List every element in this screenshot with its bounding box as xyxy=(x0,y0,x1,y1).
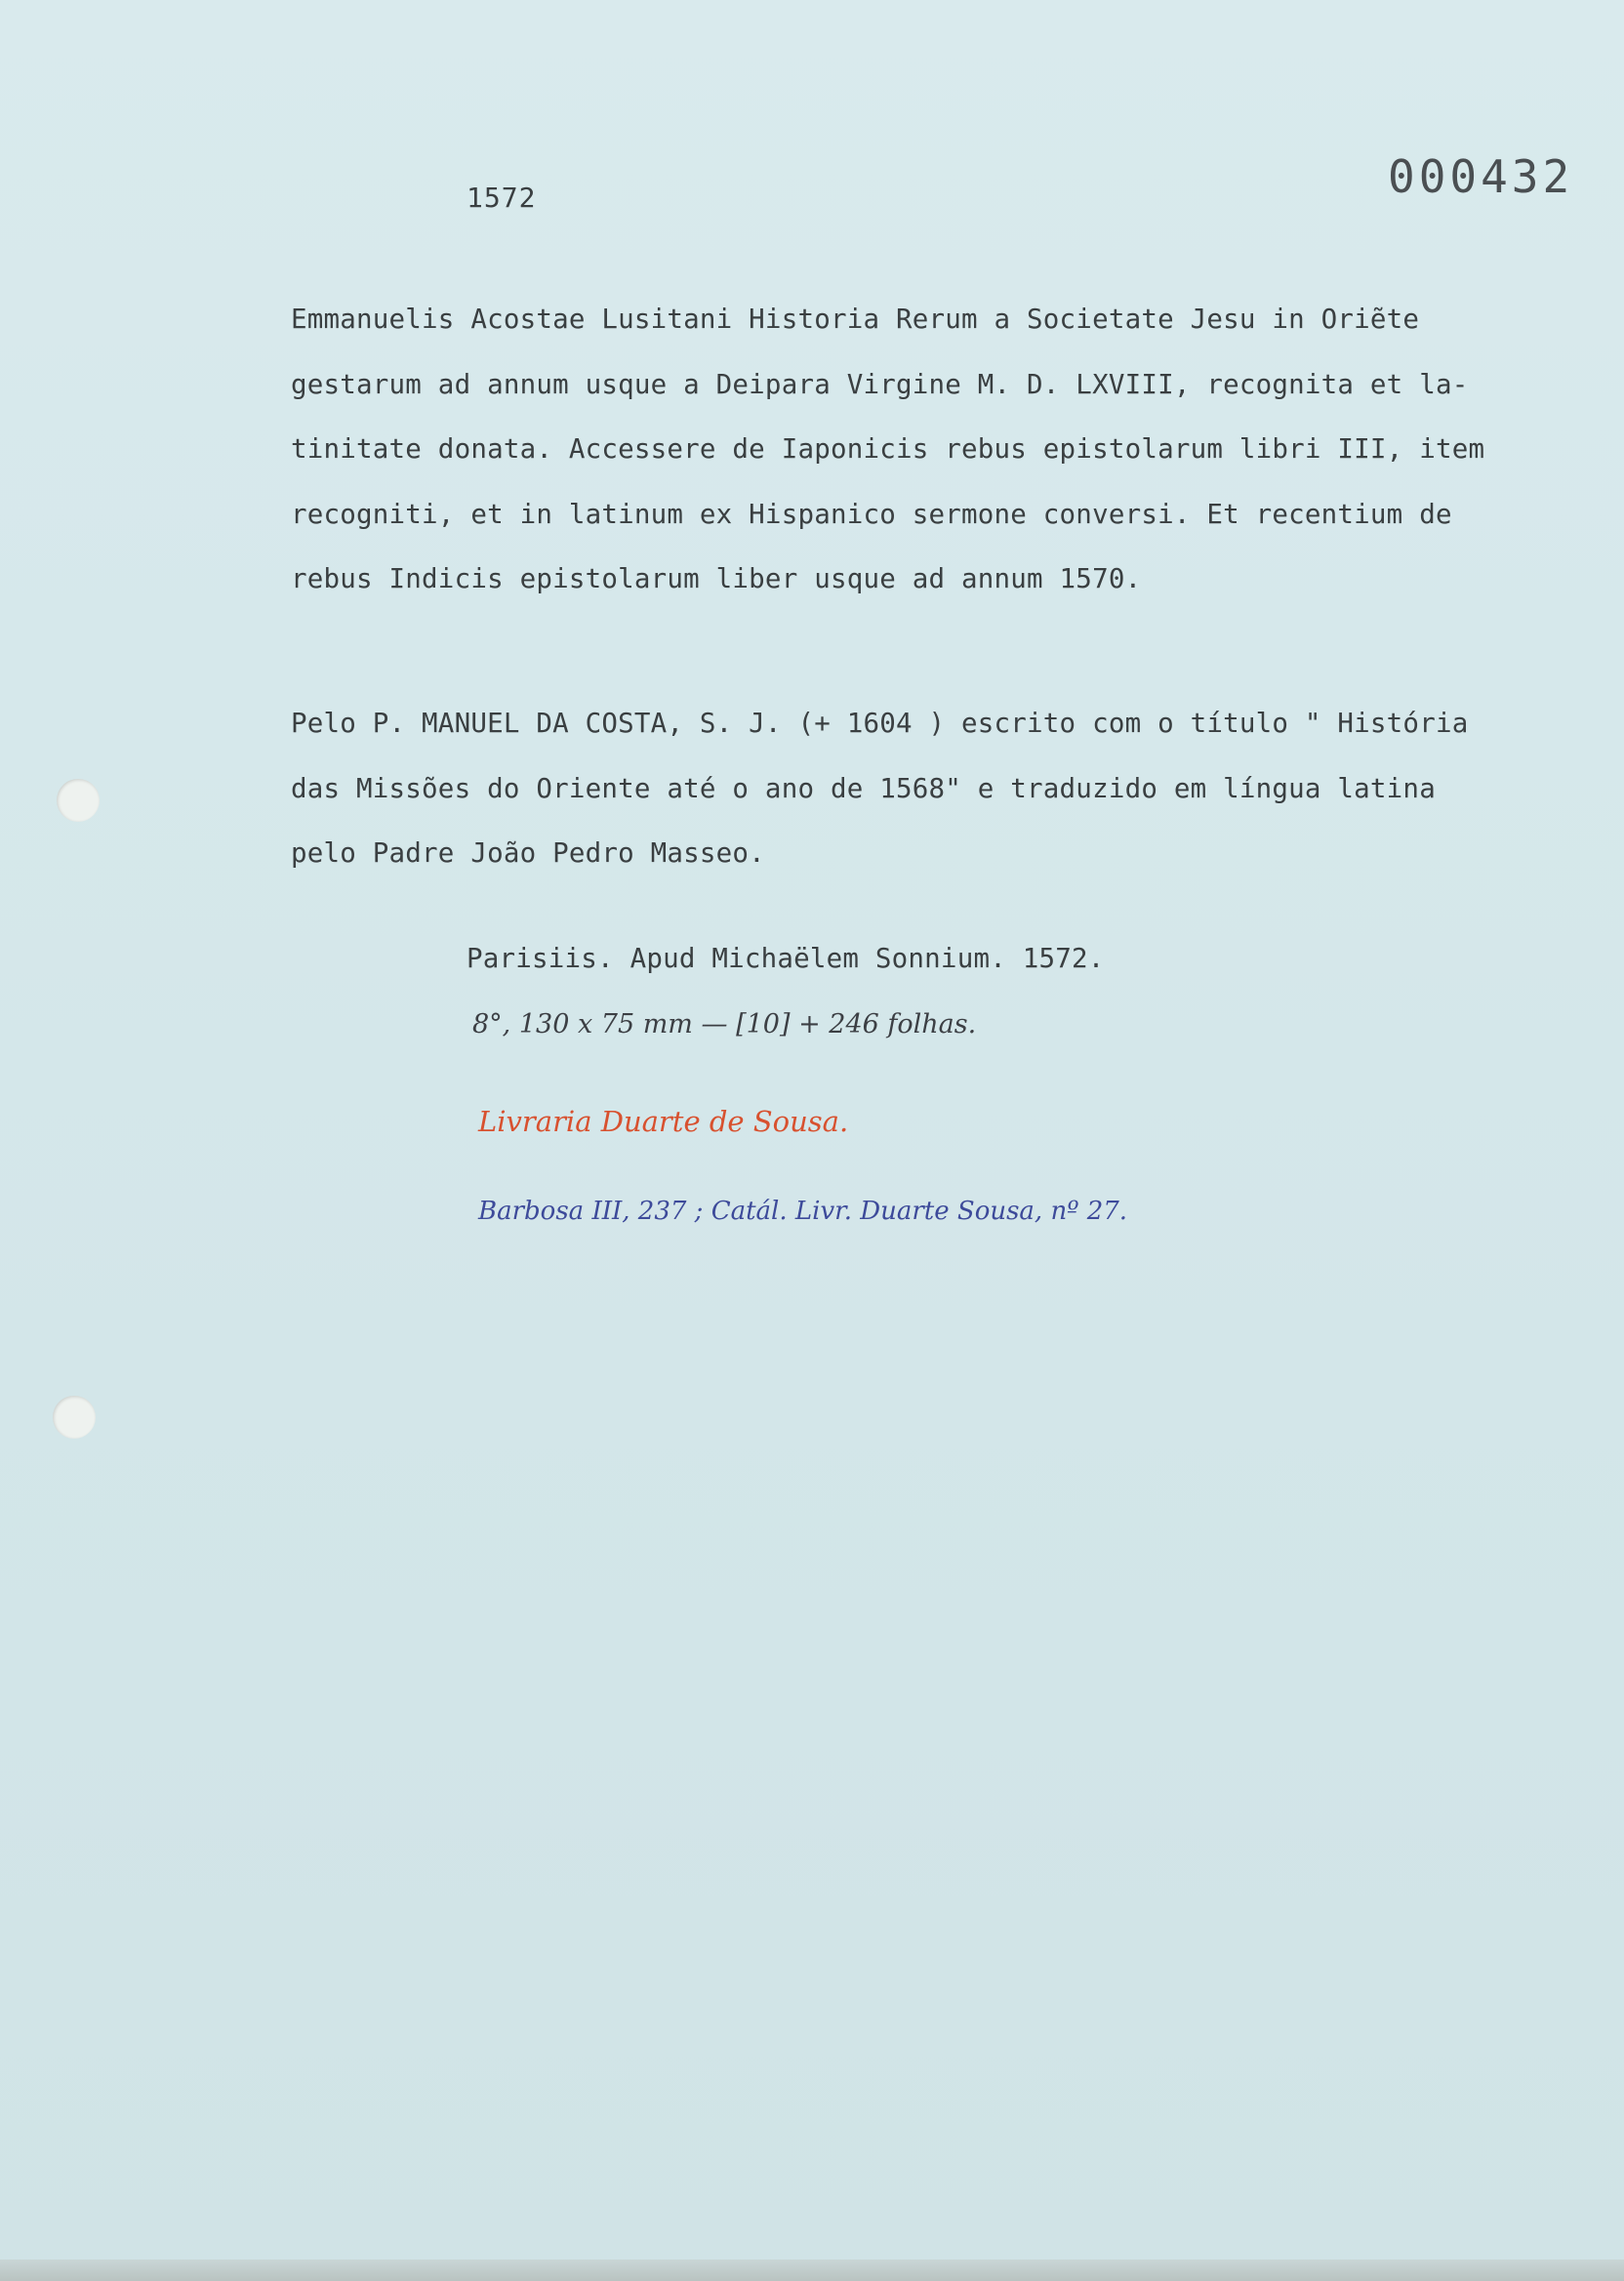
scan-bottom-edge xyxy=(0,2260,1624,2281)
title-line: tinitate donata. Accessere de Iaponicis rebus epistolarum libri III, item xyxy=(291,433,1485,465)
title-line: recogniti, et in latinum ex Hispanico sermone conversi. Et recentium de xyxy=(291,498,1452,530)
punch-hole-upper xyxy=(57,779,100,822)
imprint-line: Parisiis. Apud Michaëlem Sonnium. 1572. xyxy=(467,943,1105,974)
handwritten-library-note: Livraria Duarte de Sousa. xyxy=(478,1105,849,1138)
card-year: 1572 xyxy=(467,182,537,214)
author-line: das Missões do Oriente até o ano de 1568" e traduzido em língua latina xyxy=(291,772,1436,804)
punch-hole-lower xyxy=(53,1396,96,1439)
title-line: Emmanuelis Acostae Lusitani Historia Rerum a Societate Jesu in Oriẽte xyxy=(291,304,1420,335)
title-paragraph xyxy=(291,287,1579,612)
record-number-stamp: 000432 xyxy=(1388,150,1574,203)
author-line: pelo Padre João Pedro Masseo. xyxy=(291,837,765,869)
handwritten-bibliography-note: Barbosa III, 237 ; Catál. Livr. Duarte Sousa, nº 27. xyxy=(478,1197,1128,1226)
author-line: Pelo P. MANUEL DA COSTA, S. J. (+ 1604 ) escrito com o título " História xyxy=(291,708,1469,739)
title-line: rebus Indicis epistolarum liber usque ad annum 1570. xyxy=(291,563,1142,594)
author-paragraph xyxy=(291,691,1579,886)
handwritten-format-note: 8°, 130 x 75 mm — [10] + 246 folhas. xyxy=(472,1009,977,1039)
title-line: gestarum ad annum usque a Deipara Virgine M. D. LXVIII, recognita et la- xyxy=(291,368,1469,400)
